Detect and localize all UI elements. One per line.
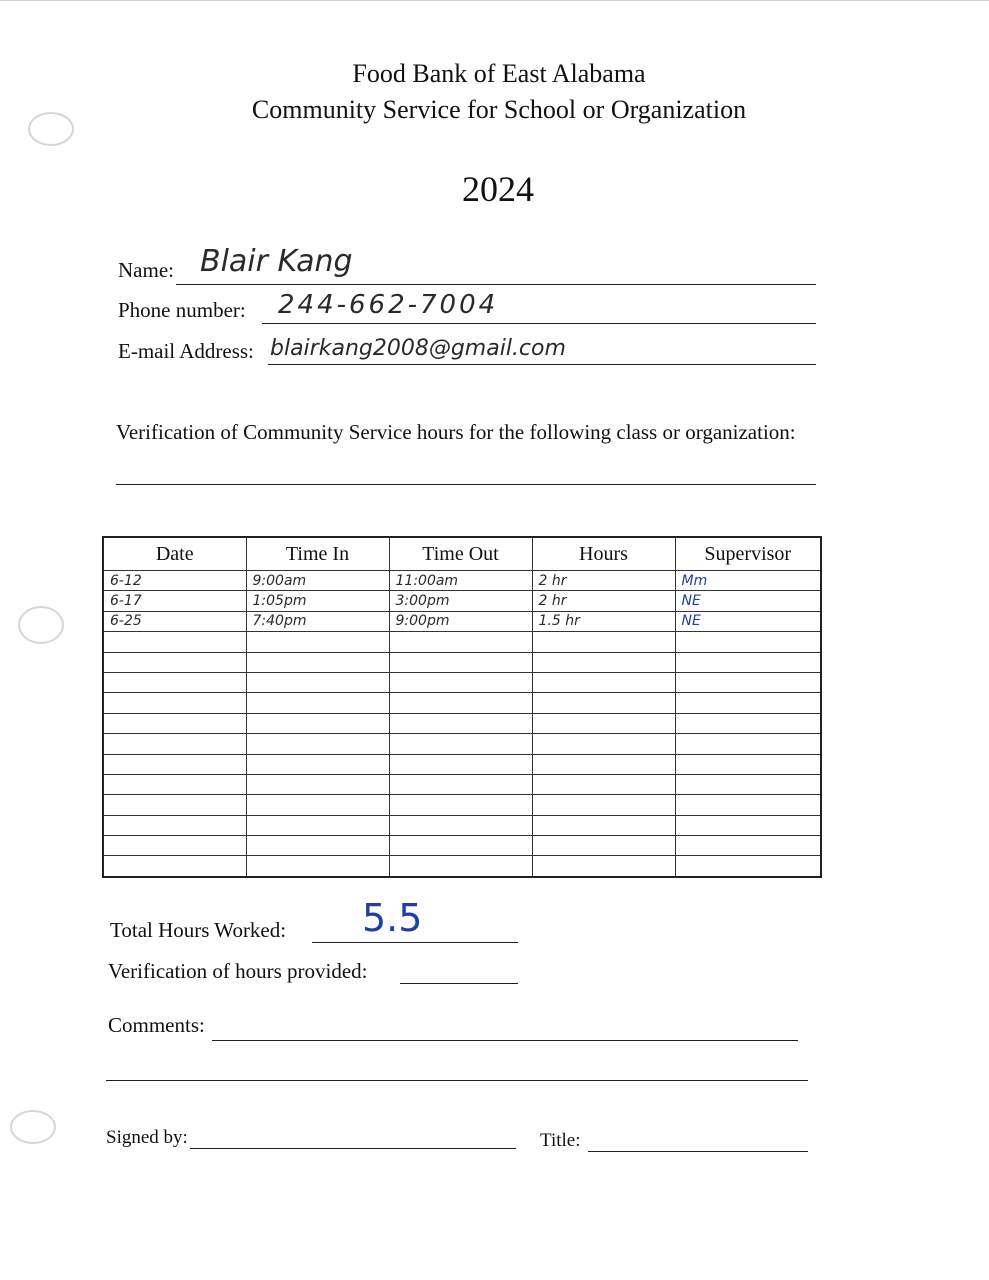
cell-time-in[interactable] — [246, 795, 389, 815]
cell-time-in[interactable]: 9:00am — [246, 571, 389, 591]
total-hours-value[interactable]: 5.5 — [362, 896, 423, 940]
email-label: E-mail Address: — [118, 339, 254, 363]
table-row — [103, 672, 821, 692]
cell-supervisor[interactable]: NE — [675, 591, 821, 611]
cell-time-out[interactable] — [389, 815, 532, 835]
verification-label: Verification of hours provided: — [108, 959, 368, 983]
cell-date[interactable] — [103, 672, 246, 692]
total-hours-line — [312, 942, 518, 943]
cell-hours[interactable]: 2 hr — [532, 571, 675, 591]
page-top-edge — [0, 0, 989, 1]
phone-value[interactable]: 244-662-7004 — [278, 290, 499, 320]
punch-hole-bottom — [10, 1110, 56, 1144]
signed-by-line — [190, 1148, 516, 1149]
cell-date[interactable] — [103, 693, 246, 713]
hours-log-table — [102, 536, 822, 878]
table-row — [103, 774, 821, 794]
cell-hours[interactable] — [532, 795, 675, 815]
cell-time-out[interactable] — [389, 856, 532, 877]
table-row — [103, 815, 821, 835]
cell-time-in[interactable] — [246, 734, 389, 754]
cell-hours[interactable] — [532, 734, 675, 754]
cell-hours[interactable] — [532, 672, 675, 692]
cell-time-in[interactable] — [246, 713, 389, 733]
cell-time-in[interactable] — [246, 836, 389, 856]
organization-name: Food Bank of East Alabama — [352, 59, 646, 88]
email-line — [268, 364, 816, 365]
cell-time-out[interactable] — [389, 652, 532, 672]
cell-time-out[interactable]: 9:00pm — [389, 611, 532, 631]
comments-line-2 — [106, 1080, 808, 1081]
cell-supervisor[interactable]: NE — [675, 611, 821, 631]
cell-supervisor[interactable] — [675, 713, 821, 733]
form-subtitle: Community Service for School or Organization — [251, 95, 747, 124]
table-row — [103, 836, 821, 856]
cell-date[interactable] — [103, 815, 246, 835]
cell-date[interactable] — [103, 713, 246, 733]
cell-date[interactable] — [103, 836, 246, 856]
cell-time-in[interactable] — [246, 856, 389, 877]
cell-time-in[interactable] — [246, 632, 389, 652]
punch-hole-middle — [18, 606, 64, 644]
cell-supervisor[interactable] — [675, 693, 821, 713]
cell-time-in[interactable] — [246, 754, 389, 774]
column-header-time-in: Time In — [246, 537, 389, 571]
column-header-supervisor: Supervisor — [675, 537, 821, 571]
cell-time-out[interactable]: 11:00am — [389, 571, 532, 591]
table-row — [103, 611, 821, 631]
cell-supervisor[interactable] — [675, 836, 821, 856]
cell-date[interactable] — [103, 754, 246, 774]
cell-supervisor[interactable] — [675, 795, 821, 815]
cell-date[interactable] — [103, 856, 246, 877]
cell-time-out[interactable] — [389, 734, 532, 754]
cell-hours[interactable]: 1.5 hr — [532, 611, 675, 631]
cell-hours[interactable] — [532, 632, 675, 652]
table-row — [103, 652, 821, 672]
verification-prompt: Verification of Community Service hours for the following class or organization: — [116, 420, 796, 444]
verification-line — [400, 983, 518, 984]
cell-time-in[interactable] — [246, 652, 389, 672]
column-header-hours: Hours — [532, 537, 675, 571]
table-row — [103, 754, 821, 774]
cell-date[interactable] — [103, 652, 246, 672]
cell-supervisor[interactable] — [675, 815, 821, 835]
cell-time-in[interactable] — [246, 815, 389, 835]
cell-date[interactable] — [103, 774, 246, 794]
email-value[interactable]: blairkang2008@gmail.com — [270, 336, 566, 361]
cell-hours[interactable] — [532, 774, 675, 794]
table-row — [103, 632, 821, 652]
cell-time-in[interactable] — [246, 693, 389, 713]
cell-hours[interactable] — [532, 856, 675, 877]
cell-date[interactable] — [103, 632, 246, 652]
cell-hours[interactable] — [532, 713, 675, 733]
table-row — [103, 571, 821, 591]
table-row — [103, 713, 821, 733]
cell-time-out[interactable] — [389, 754, 532, 774]
cell-supervisor[interactable] — [675, 774, 821, 794]
cell-supervisor[interactable]: Mm — [675, 571, 821, 591]
organization-line — [116, 484, 816, 485]
cell-hours[interactable] — [532, 836, 675, 856]
title-label: Title: — [540, 1130, 581, 1151]
cell-supervisor[interactable] — [675, 754, 821, 774]
cell-time-out[interactable] — [389, 632, 532, 652]
signed-by-label: Signed by: — [106, 1127, 188, 1148]
cell-time-out[interactable] — [389, 672, 532, 692]
cell-supervisor[interactable] — [675, 856, 821, 877]
cell-time-in[interactable]: 7:40pm — [246, 611, 389, 631]
cell-time-out[interactable]: 3:00pm — [389, 591, 532, 611]
cell-supervisor[interactable] — [675, 652, 821, 672]
cell-hours[interactable] — [532, 652, 675, 672]
table-row — [103, 795, 821, 815]
column-header-date: Date — [103, 537, 246, 571]
cell-date[interactable]: 6-17 — [103, 591, 246, 611]
cell-time-out[interactable] — [389, 836, 532, 856]
cell-time-out[interactable] — [389, 713, 532, 733]
name-line — [176, 284, 816, 285]
cell-time-out[interactable] — [389, 774, 532, 794]
cell-supervisor[interactable] — [675, 632, 821, 652]
phone-line — [262, 323, 816, 324]
phone-label: Phone number: — [118, 298, 246, 322]
cell-date[interactable]: 6-12 — [103, 571, 246, 591]
form-title — [0, 56, 989, 128]
table-row — [103, 856, 821, 877]
comments-line-1 — [212, 1040, 798, 1041]
cell-date[interactable]: 6-25 — [103, 611, 246, 631]
cell-time-out[interactable] — [389, 795, 532, 815]
cell-time-in[interactable]: 1:05pm — [246, 591, 389, 611]
cell-time-out[interactable] — [389, 693, 532, 713]
comments-label: Comments: — [108, 1013, 205, 1037]
table-row — [103, 591, 821, 611]
cell-hours[interactable]: 2 hr — [532, 591, 675, 611]
cell-hours[interactable] — [532, 815, 675, 835]
cell-date[interactable] — [103, 795, 246, 815]
table-row — [103, 734, 821, 754]
table-header-row — [103, 537, 821, 571]
cell-hours[interactable] — [532, 754, 675, 774]
column-header-time-out: Time Out — [389, 537, 532, 571]
name-label: Name: — [118, 258, 174, 282]
cell-time-in[interactable] — [246, 672, 389, 692]
cell-supervisor[interactable] — [675, 734, 821, 754]
cell-supervisor[interactable] — [675, 672, 821, 692]
cell-hours[interactable] — [532, 693, 675, 713]
form-year: 2024 — [462, 169, 534, 209]
title-line — [588, 1151, 808, 1152]
cell-date[interactable] — [103, 734, 246, 754]
table-row — [103, 693, 821, 713]
name-value[interactable]: Blair Kang — [200, 244, 353, 279]
total-hours-label: Total Hours Worked: — [110, 918, 287, 942]
cell-time-in[interactable] — [246, 774, 389, 794]
